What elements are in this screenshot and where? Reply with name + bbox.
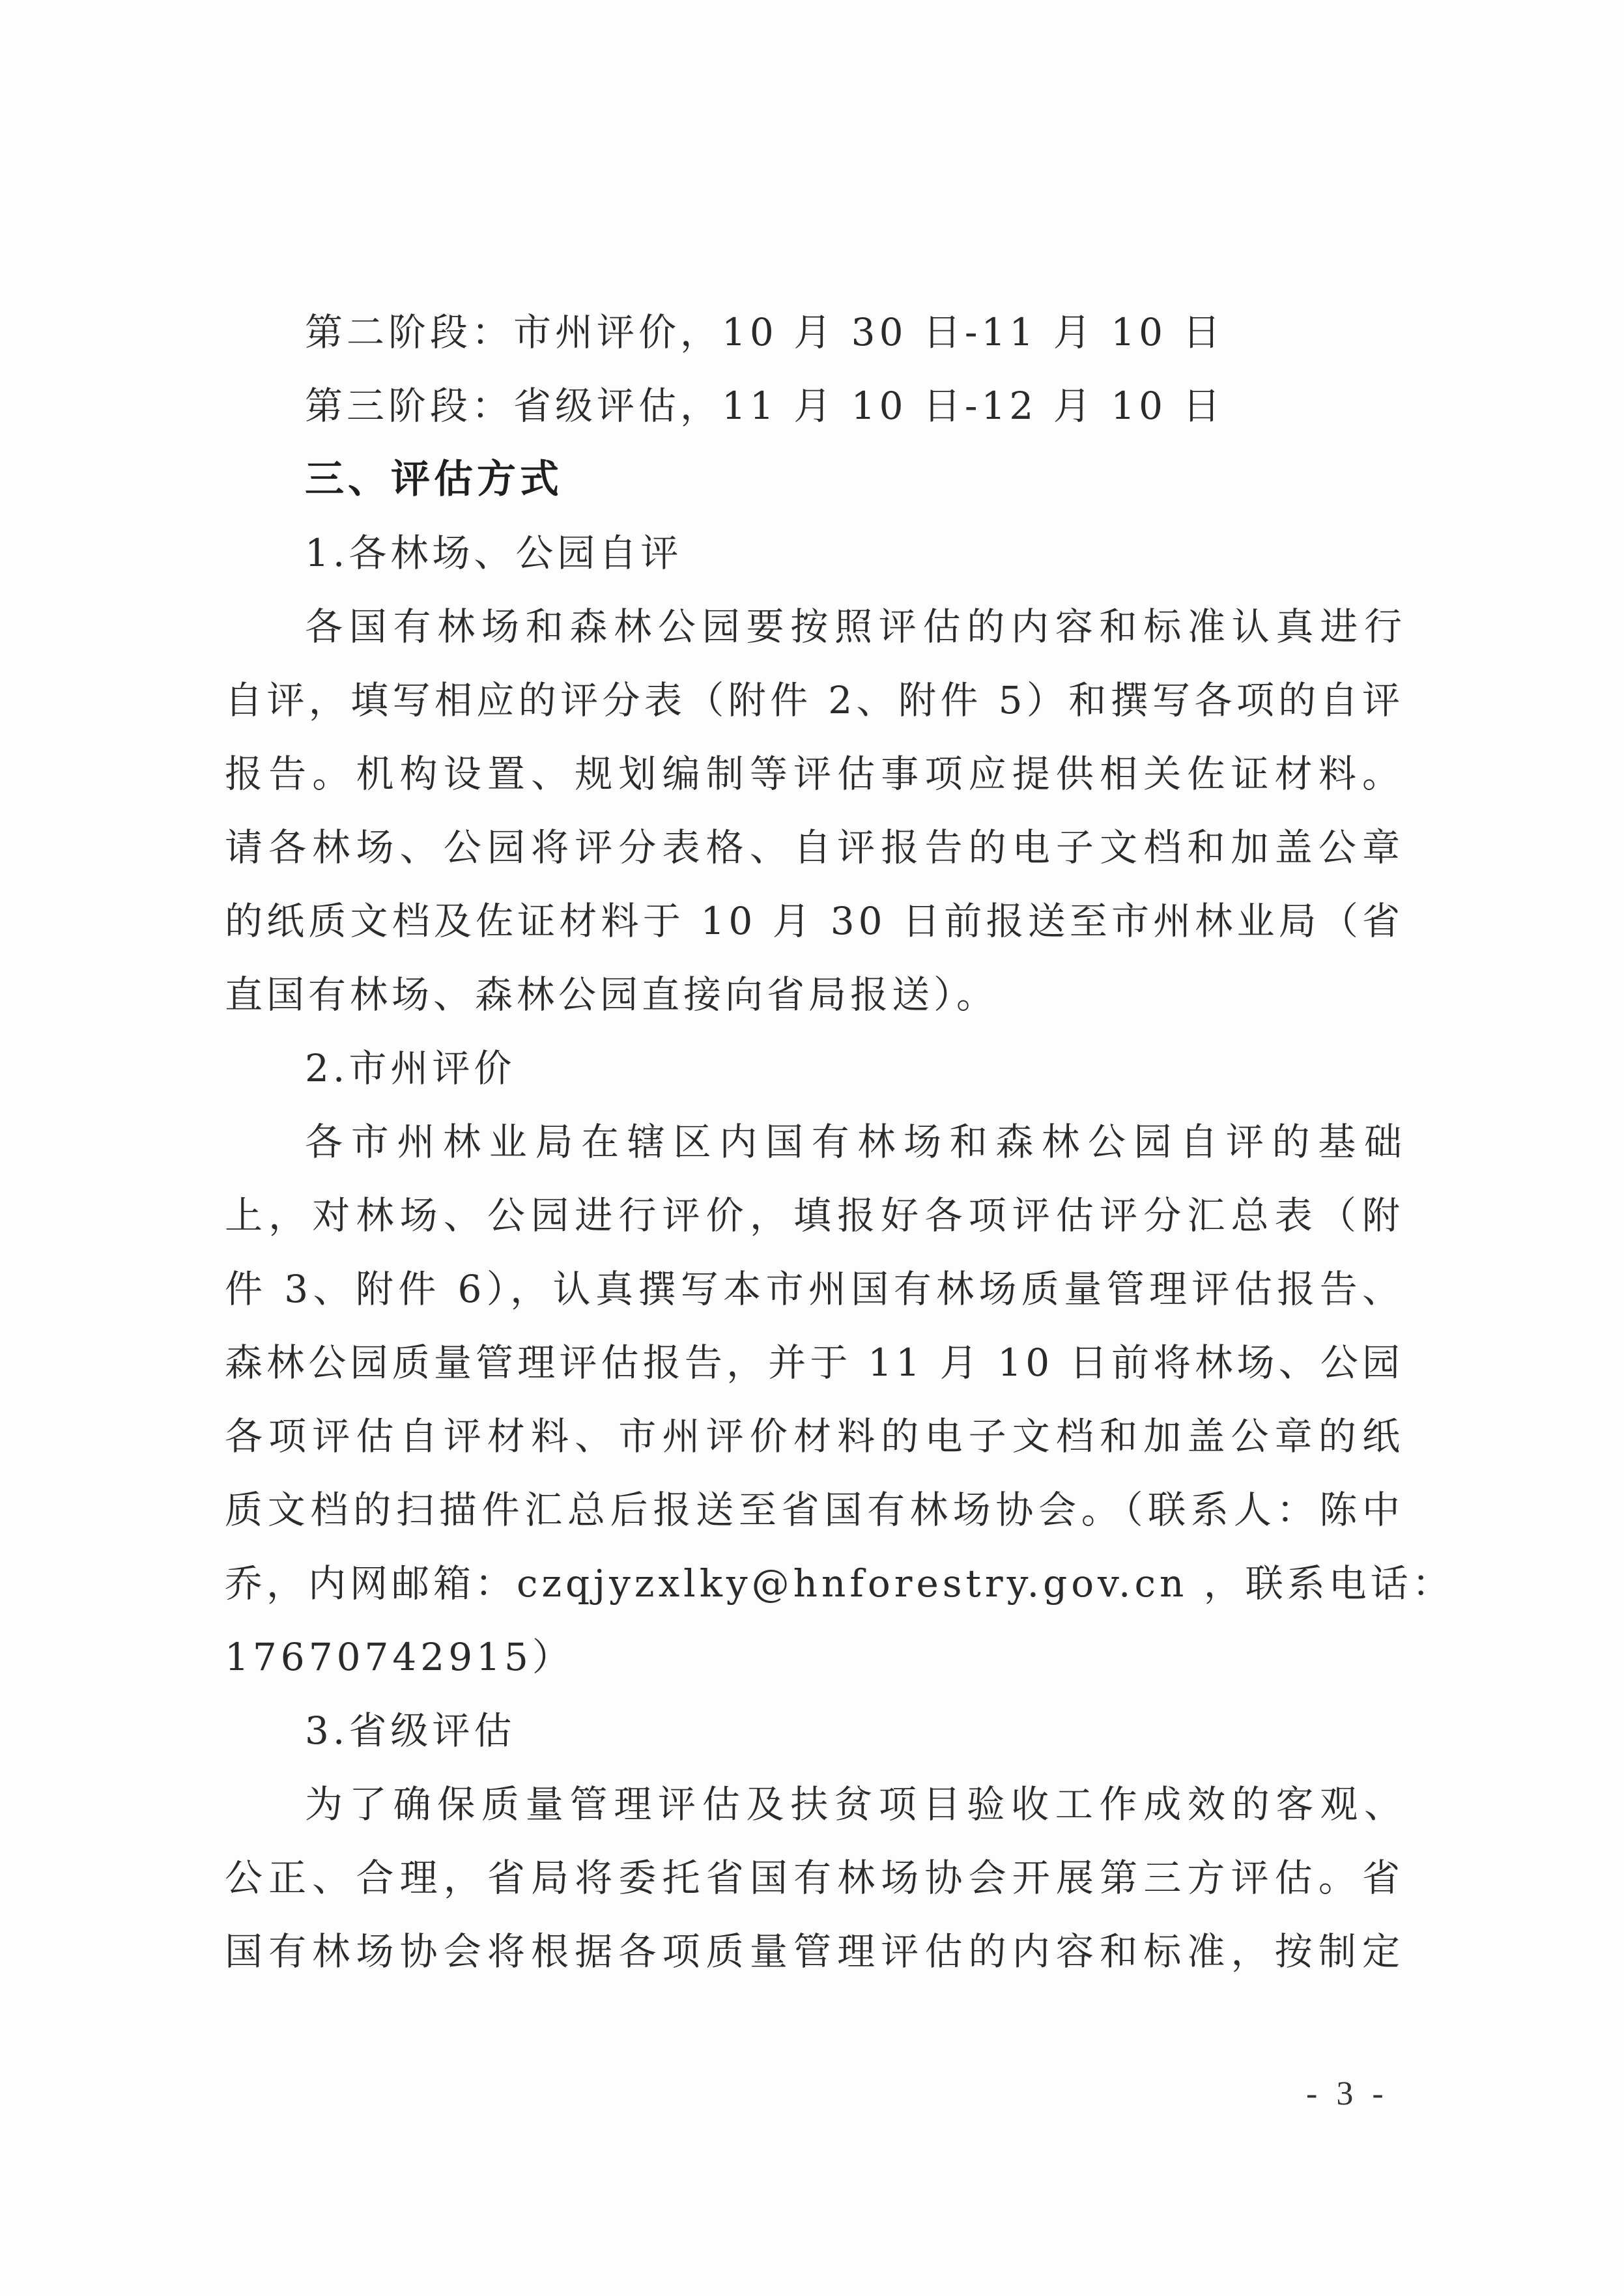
subsection-title-2: 2.市州评价 [305,1046,516,1090]
paragraph-line: 森林公园质量管理评估报告，并于 11 月 10 日前将林场、公园 [225,1340,1404,1385]
paragraph-line: 的纸质文档及佐证材料于 10 月 30 日前报送至市州林业局（省 [225,899,1404,943]
paragraph-line: 件 3、附件 6），认真撰写本市州国有林场质量管理评估报告、 [225,1267,1404,1311]
paragraph-line: 请各林场、公园将评分表格、自评报告的电子文档和加盖公章 [225,825,1404,870]
subsection-title-3: 3.省级评估 [305,1708,516,1753]
paragraph-line: 直国有林场、森林公园直接向省局报送）。 [225,972,999,1017]
paragraph-line: 自评，填写相应的评分表（附件 2、附件 5）和撰写各项的自评 [225,678,1404,722]
paragraph-line: 各国有林场和森林公园要按照评估的内容和标准认真进行 [305,604,1406,649]
schedule-stage2: 第二阶段：市州评价，10 月 30 日-11 月 10 日 [305,310,1225,354]
paragraph-line: 国有林场协会将根据各项质量管理评估的内容和标准，按制定 [225,1929,1404,1974]
paragraph-line: 报告。机构设置、规划编制等评估事项应提供相关佐证材料。 [225,752,1404,796]
contact-phone-line: 17670742915） [225,1635,574,1679]
page-number: - 3 - [1306,2075,1389,2112]
paragraph-line: 各市州林业局在辖区内国有林场和森林公园自评的基础 [305,1120,1406,1164]
schedule-stage3: 第三阶段：省级评估，11 月 10 日-12 月 10 日 [305,384,1225,428]
paragraph-line: 质文档的扫描件汇总后报送至省国有林场协会。（联系人：陈中 [225,1488,1404,1532]
paragraph-line: 各项评估自评材料、市州评价材料的电子文档和加盖公章的纸 [225,1414,1404,1458]
paragraph-line: 公正、合理，省局将委托省国有林场协会开展第三方评估。省 [225,1856,1404,1900]
contact-email-line: 乔，内网邮箱：czqjyzxlky@hnforestry.gov.cn ，联系电话： [225,1561,1454,1606]
paragraph-line: 上，对林场、公园进行评价，填报好各项评估评分汇总表（附 [225,1193,1404,1238]
section-heading: 三、评估方式 [305,457,563,502]
subsection-title-1: 1.各林场、公园自评 [305,531,683,575]
paragraph-line: 为了确保质量管理评估及扶贫项目验收工作成效的客观、 [305,1782,1406,1826]
